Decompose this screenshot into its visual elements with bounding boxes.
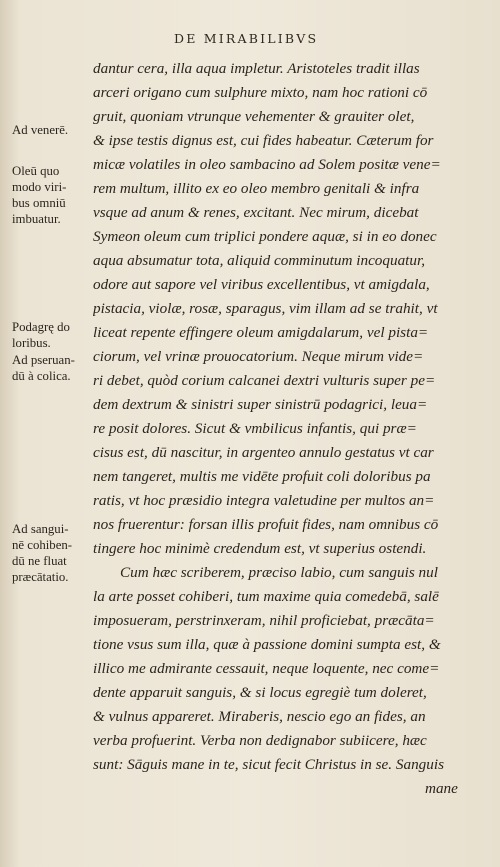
text-line: dente apparuit sanguis, & si locus egregiè tum doleret, xyxy=(93,684,427,701)
running-head: DE MIRABILIBVS xyxy=(174,31,319,46)
margin-note-line: Ad sangui- xyxy=(12,522,69,536)
text-line: tingere hoc minimè credendum est, vt superius ostendi. xyxy=(93,540,427,557)
text-line: ri debet, quòd corium calcanei dextri vulturis super pe= xyxy=(93,372,436,389)
text-line: imposueram, perstrinxeram, nihil proficiebat, præcāta= xyxy=(93,612,435,629)
margin-note xyxy=(12,521,98,585)
text-line: vsque ad anum & renes, excitant. Nec mirum, dicebat xyxy=(93,204,419,221)
text-line: & vulnus appareret. Miraberis, nescio ego an fides, an xyxy=(93,708,426,725)
margin-note-line: bus omniū xyxy=(12,196,66,210)
margin-note xyxy=(12,319,98,351)
text-line: tione vsus sum illa, quæ à passione domini sumpta est, & xyxy=(93,636,441,653)
margin-note-line: loribus. xyxy=(12,336,51,350)
text-line: aqua absumatur tota, aliquid comminutum incoquatur, xyxy=(93,252,426,269)
text-line: cisus est, dū nascitur, in argenteo annulo gestatus vt car xyxy=(93,444,434,461)
margin-note-line: imbuatur. xyxy=(12,212,61,226)
text-line: liceat repente effingere oleum amigdalarum, vel pista= xyxy=(93,324,429,341)
margin-note xyxy=(12,163,98,227)
text-line: rem multum, illito ex eo oleo membro genitali & infra xyxy=(93,180,420,197)
margin-note-line: dū à colica. xyxy=(12,369,71,383)
text-line: verba profuerint. Verba non dedignabor subiicere, hæc xyxy=(93,732,427,749)
text-line: la arte posset cohiberi, tum maxime quia comedebā, salē xyxy=(93,588,439,605)
text-line: nem tangeret, multis me vidēte profuit coli doloribus pa xyxy=(93,468,431,485)
text-line: arceri origano cum sulphure mixto, nam hoc rationi cō xyxy=(93,84,428,101)
margin-note-line: Ad venerē. xyxy=(12,123,69,137)
margin-note-line: dū ne fluat xyxy=(12,554,67,568)
text-line: nos fruerentur: forsan illis profuit fides, nam omnibus cō xyxy=(93,516,439,533)
margin-note xyxy=(12,352,98,384)
margin-note-line: Podagrę do xyxy=(12,320,70,334)
margin-note-line: Oleū quo xyxy=(12,164,60,178)
text-line: ratis, vt hoc præsidio integra valetudine per multos an= xyxy=(93,492,435,509)
text-line: micæ volatiles in oleo sambacino ad Solem positæ vene= xyxy=(93,156,441,173)
margin-note xyxy=(12,122,98,138)
text-line: dem dextrum & sinistri super sinistrū podagrici, leua= xyxy=(93,396,428,413)
text-line: re posit dolores. Sicut & vmbilicus infantis, qui præ= xyxy=(93,420,417,437)
text-line: pistacia, violæ, rosæ, sparagus, vim illam ad se trahit, vt xyxy=(93,300,438,317)
catchword: mane xyxy=(425,780,458,797)
text-line: sunt: Sāguis mane in te, sicut fecit Christus in se. Sanguis xyxy=(93,756,444,773)
text-line: Cum hæc scriberem, præciso labio, cum sanguis nul xyxy=(120,564,438,581)
margin-note-line: præcātatio. xyxy=(12,570,69,584)
margin-note-line: nē cohiben- xyxy=(12,538,73,552)
text-line: gruit, quoniam vtrunque vehementer & grauiter olet, xyxy=(93,108,415,125)
text-line: & ipse testis dignus est, cui fides habeatur. Cæterum for xyxy=(93,132,434,149)
text-line: dantur cera, illa aqua impletur. Aristoteles tradit illas xyxy=(93,60,420,77)
margin-note-line: modo viri- xyxy=(12,180,67,194)
margin-note-line: Ad pseruan- xyxy=(12,353,75,367)
text-line: illico me admirante cessauit, neque loquente, nec come= xyxy=(93,660,440,677)
text-line: odore aut sapore vel viribus excellentibus, vt amigdala, xyxy=(93,276,430,293)
text-line: ciorum, vel vrinæ prouocatorium. Neque mirum vide= xyxy=(93,348,424,365)
text-line: Symeon oleum cum triplici pondere aquæ, si in eo donec xyxy=(93,228,437,245)
